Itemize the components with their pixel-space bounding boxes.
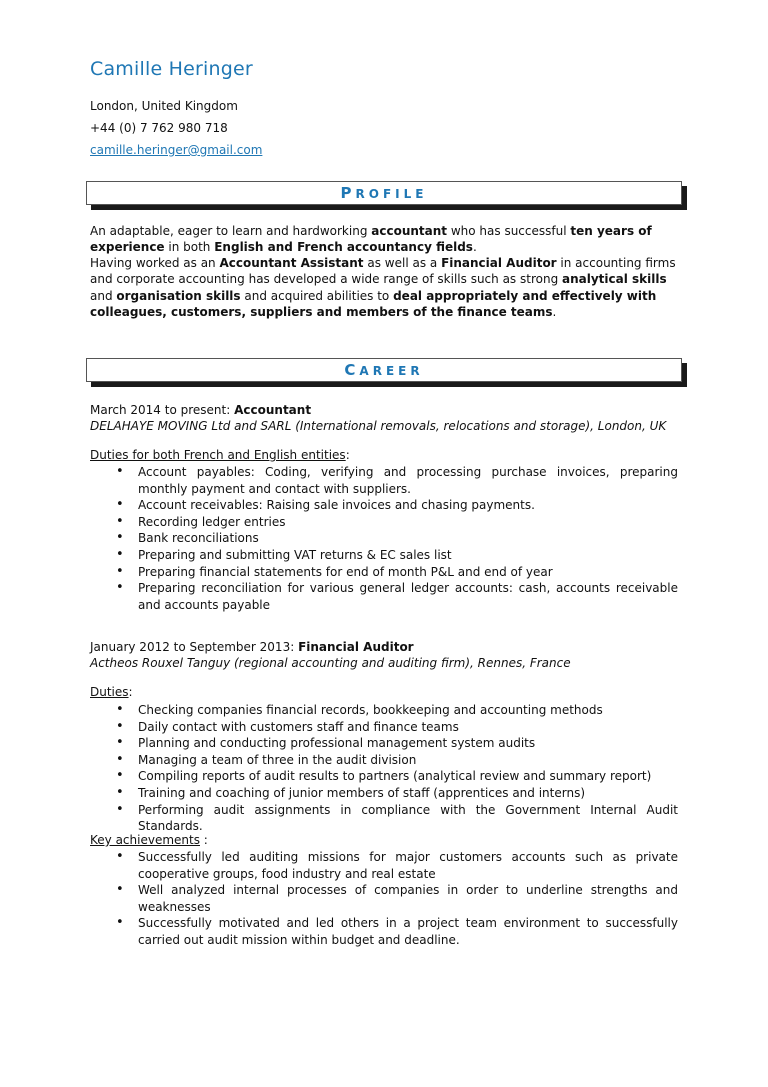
career-title: CAREER <box>344 361 424 379</box>
job2-heading: January 2012 to September 2013: Financial Auditor <box>90 640 414 654</box>
job2-duties-label: Duties: <box>90 685 133 699</box>
list-item: • Recording ledger entries <box>90 514 678 531</box>
list-item: • Account receivables: Raising sale invoices and chasing payments. <box>90 497 678 514</box>
key-achievements-list <box>90 849 678 949</box>
job1-heading: March 2014 to present: Accountant <box>90 403 312 417</box>
profile-paragraph-2: Having worked as an Accountant Assistant as well as a Financial Auditor in accounting firms and corporate accounting has developed a wide range of skills such as strong analytical skills and organisation skills and acquired abilities to deal appropriately and effectively with colleagues, customers, suppliers and members of the finance teams. <box>90 256 676 319</box>
profile-title: PROFILE <box>340 184 428 202</box>
candidate-name: Camille Heringer <box>90 58 253 80</box>
list-item: • Daily contact with customers staff and finance teams <box>90 719 678 736</box>
list-item: • Successfully motivated and led others in a project team environment to successfully carried out audit mission within budget and deadline. <box>90 915 678 948</box>
list-item: • Performing audit assignments in compliance with the Government Internal Audit Standards. <box>90 802 678 835</box>
key-achievements-label: Key achievements : <box>90 833 208 847</box>
list-item: • Planning and conducting professional management system audits <box>90 735 678 752</box>
list-item: • Checking companies financial records, bookkeeping and accounting methods <box>90 702 678 719</box>
phone: +44 (0) 7 762 980 718 <box>90 121 228 135</box>
list-item: • Compiling reports of audit results to partners (analytical review and summary report) <box>90 768 678 785</box>
job2-duties-list <box>90 702 678 835</box>
job2-company: Actheos Rouxel Tanguy (regional accounting and auditing firm), Rennes, France <box>90 656 571 670</box>
location: London, United Kingdom <box>90 99 238 113</box>
list-item: • Well analyzed internal processes of companies in order to underline strengths and weaknesses <box>90 882 678 915</box>
career-section-header <box>86 358 682 382</box>
list-item: • Managing a team of three in the audit division <box>90 752 678 769</box>
job1-duties-list <box>90 464 678 613</box>
list-item: • Training and coaching of junior members of staff (apprentices and interns) <box>90 785 678 802</box>
list-item: • Preparing and submitting VAT returns & EC sales list <box>90 547 678 564</box>
profile-paragraph-1: An adaptable, eager to learn and hardworking accountant who has successful ten years of experience in both English and French accountancy fields. <box>90 224 652 255</box>
profile-section-header <box>86 181 682 205</box>
email-link[interactable]: camille.heringer@gmail.com <box>90 143 263 157</box>
list-item: • Preparing financial statements for end of month P&L and end of year <box>90 564 678 581</box>
list-item: • Successfully led auditing missions for major customers accounts such as private cooperative groups, food industry and real estate <box>90 849 678 882</box>
job1-company: DELAHAYE MOVING Ltd and SARL (International removals, relocations and storage), London, UK <box>90 419 667 433</box>
list-item: • Bank reconciliations <box>90 530 678 547</box>
list-item: • Preparing reconciliation for various general ledger accounts: cash, accounts receivable and accounts payable <box>90 580 678 613</box>
list-item: • Account payables: Coding, verifying and processing purchase invoices, preparing monthly payment and contact with suppliers. <box>90 464 678 497</box>
job1-duties-label: Duties for both French and English entities: <box>90 448 350 462</box>
